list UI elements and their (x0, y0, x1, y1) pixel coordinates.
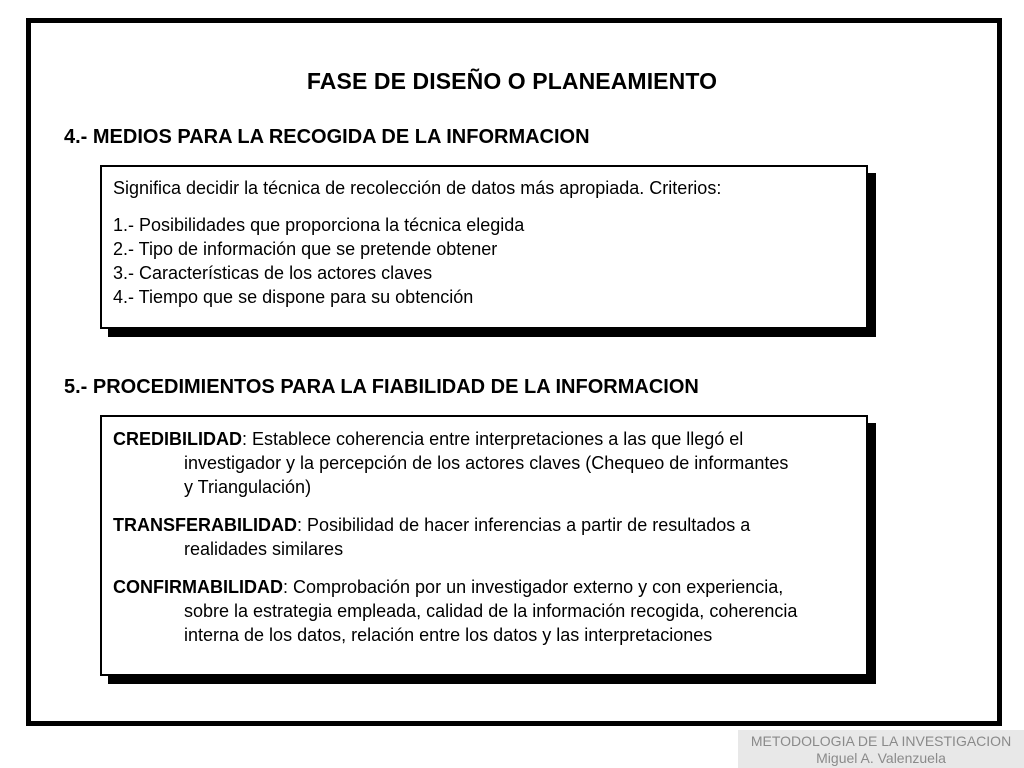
confirmabilidad-text: : Comprobación por un investigador externo y con experiencia, (282, 577, 784, 597)
credibilidad-text: : Establece coherencia entre interpretaciones a las que llegó el (242, 429, 744, 449)
credibilidad-definition (113, 427, 858, 451)
slide-title: FASE DE DISEÑO O PLANEAMIENTO (306, 68, 718, 94)
footer-course: METODOLOGIA DE LA INVESTIGACION (750, 733, 1012, 749)
section-5-heading: 5.- PROCEDIMIENTOS PARA LA FIABILIDAD DE LA INFORMACION (64, 376, 699, 398)
footer-credit (738, 730, 1024, 768)
transferabilidad-text: : Posibilidad de hacer inferencias a partir de resultados a (297, 515, 751, 535)
confirmabilidad-definition (113, 575, 858, 599)
confirmabilidad-continuation: interna de los datos, relación entre los datos y las interpretaciones (184, 625, 713, 645)
criteria-item: 4.- Tiempo que se dispone para su obtención (113, 287, 474, 307)
criteria-box (100, 165, 868, 329)
footer-author: Miguel A. Valenzuela (816, 750, 946, 766)
transferabilidad-term: TRANSFERABILIDAD (113, 515, 297, 535)
credibilidad-term: CREDIBILIDAD (113, 429, 242, 449)
reliability-box (100, 415, 868, 676)
transferabilidad-continuation: realidades similares (184, 539, 344, 559)
credibilidad-continuation: y Triangulación) (184, 477, 312, 497)
confirmabilidad-continuation: sobre la estrategia empleada, calidad de la información recogida, coherencia (184, 601, 798, 621)
criteria-item: 1.- Posibilidades que proporciona la técnica elegida (113, 215, 525, 235)
criteria-item: 2.- Tipo de información que se pretende obtener (113, 239, 498, 259)
confirmabilidad-term: CONFIRMABILIDAD (113, 577, 283, 597)
section-4-heading: 4.- MEDIOS PARA LA RECOGIDA DE LA INFORMACION (64, 126, 590, 148)
criteria-item: 3.- Características de los actores claves (113, 263, 433, 283)
criteria-intro: Significa decidir la técnica de recolección de datos más apropiada. Criterios: (113, 178, 722, 198)
credibilidad-continuation: investigador y la percepción de los actores claves (Chequeo de informantes (184, 453, 789, 473)
transferabilidad-definition (113, 513, 858, 537)
